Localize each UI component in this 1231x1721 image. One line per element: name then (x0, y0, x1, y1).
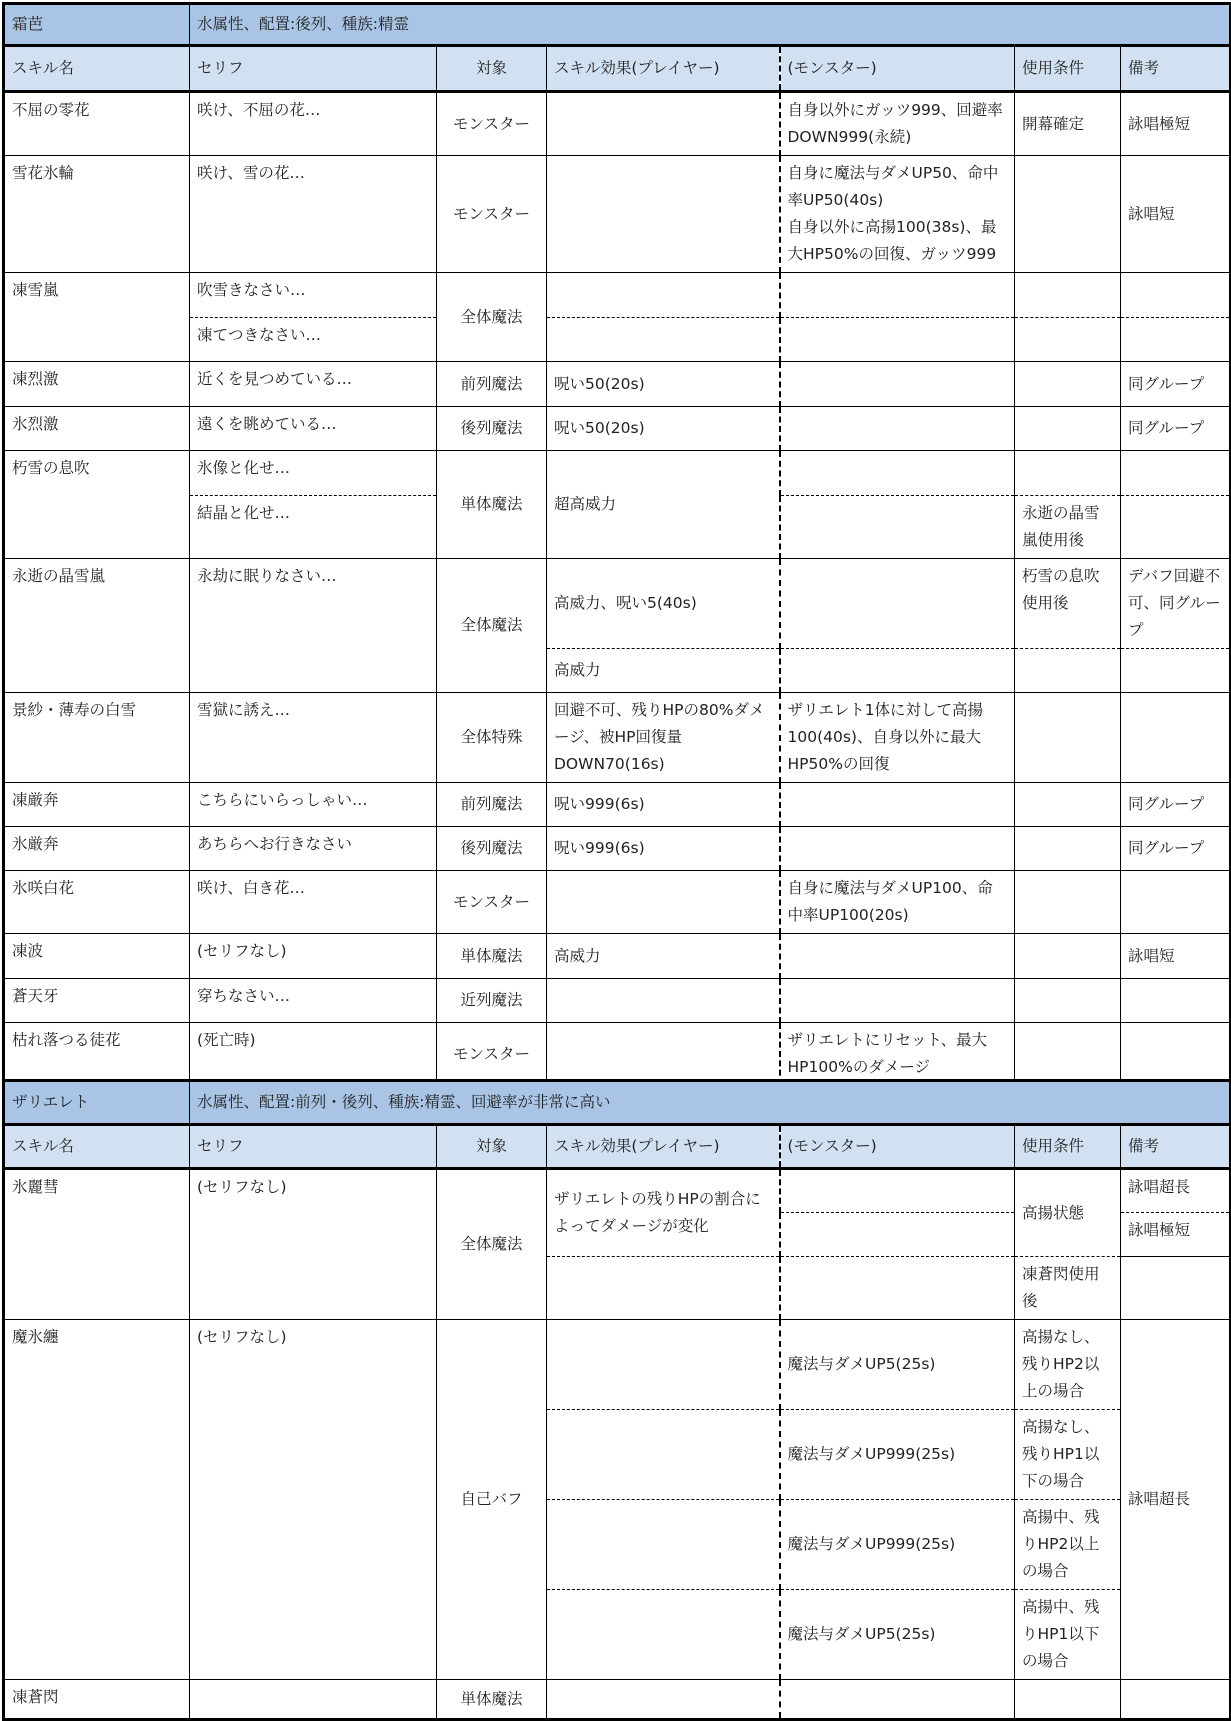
skill-target: 後列魔法 (437, 407, 547, 451)
monster-title-row (4, 4, 1231, 46)
effect-player (547, 1590, 780, 1680)
note: 詠唱超長 (1121, 1169, 1231, 1213)
skill-line: (セリフなし) (190, 1320, 437, 1680)
skill-name: 魔氷纏 (4, 1320, 190, 1680)
effect-monster (780, 649, 1015, 693)
use-condition (1015, 783, 1121, 827)
header-line: セリフ (190, 1125, 437, 1169)
effect-player: 呪い50(20s) (547, 407, 780, 451)
effect-monster (780, 1257, 1015, 1320)
effect-monster (780, 827, 1015, 871)
effect-monster (780, 496, 1015, 559)
use-condition (1015, 1680, 1121, 1720)
skill-line: 咲け、雪の花… (190, 156, 437, 273)
effect-monster: 魔法与ダメUP5(25s) (780, 1590, 1015, 1680)
effect-player (547, 1410, 780, 1500)
header-line: セリフ (190, 46, 437, 92)
effect-monster: 魔法与ダメUP999(25s) (780, 1500, 1015, 1590)
effect-player (547, 871, 780, 934)
header-effect-player: スキル効果(プレイヤー) (547, 46, 780, 92)
note: 詠唱超長 (1121, 1320, 1231, 1680)
header-condition: 使用条件 (1015, 46, 1121, 92)
effect-player (547, 1257, 780, 1320)
skill-target: モンスター (437, 156, 547, 273)
note (1121, 1680, 1231, 1720)
skill-line: 吹雪きなさい… (190, 273, 437, 318)
effect-player: 呪い50(20s) (547, 362, 780, 407)
skill-name: 雪花氷輪 (4, 156, 190, 273)
table-row (4, 362, 1231, 407)
use-condition: 高揚状態 (1015, 1169, 1121, 1257)
use-condition: 開幕確定 (1015, 92, 1121, 156)
table-row (4, 451, 1231, 496)
header-target: 対象 (437, 1125, 547, 1169)
skill-target: 全体特殊 (437, 693, 547, 783)
use-condition: 凍蒼閃使用後 (1015, 1257, 1121, 1320)
table-row (4, 92, 1231, 156)
effect-player: 回避不可、残りHPの80%ダメージ、被HP回復量DOWN70(16s) (547, 693, 780, 783)
header-effect-monster: (モンスター) (780, 1125, 1015, 1169)
effect-monster (780, 156, 1015, 273)
skill-line: 穿ちなさい… (190, 979, 437, 1023)
column-header-row (4, 1125, 1231, 1169)
use-condition (1015, 451, 1121, 496)
table-row (4, 1680, 1231, 1720)
effect-player (547, 318, 780, 362)
use-condition: 永逝の晶雪嵐使用後 (1015, 496, 1121, 559)
header-note: 備考 (1121, 1125, 1231, 1169)
note (1121, 871, 1231, 934)
monster-description: 水属性、配置:後列、種族:精霊 (190, 4, 1231, 46)
skill-target: 前列魔法 (437, 783, 547, 827)
skill-target: モンスター (437, 871, 547, 934)
effect-player: 呪い999(6s) (547, 783, 780, 827)
note: デバフ回避不可、同グループ (1121, 559, 1231, 649)
use-condition (1015, 407, 1121, 451)
effect-player: 高威力、呪い5(40s) (547, 559, 780, 649)
skill-line: 咲け、白き花… (190, 871, 437, 934)
use-condition (1015, 156, 1121, 273)
effect-monster (780, 1680, 1015, 1720)
note: 同グループ (1121, 362, 1231, 407)
note: 同グループ (1121, 407, 1231, 451)
table-row (4, 407, 1231, 451)
skill-target: 近列魔法 (437, 979, 547, 1023)
monster-name: 霜芭 (4, 4, 190, 46)
effect-player (547, 1320, 780, 1410)
skill-target: モンスター (437, 1023, 547, 1087)
skill-name: 朽雪の息吹 (4, 451, 190, 559)
note: 同グループ (1121, 783, 1231, 827)
effect-monster (780, 451, 1015, 496)
effect-player: 高威力 (547, 934, 780, 979)
effect-monster (780, 979, 1015, 1023)
skill-name: 景紗・薄寿の白雪 (4, 693, 190, 783)
effect-player (547, 1680, 780, 1720)
note (1121, 496, 1231, 559)
skill-line: 近くを見つめている… (190, 362, 437, 407)
note: 詠唱短 (1121, 156, 1231, 273)
skill-target: 後列魔法 (437, 827, 547, 871)
skill-line: 遠くを眺めている… (190, 407, 437, 451)
monster-description: 水属性、配置:前列・後列、種族:精霊、回避率が非常に高い (190, 1081, 1231, 1125)
use-condition (1015, 871, 1121, 934)
skill-name: 氷烈激 (4, 407, 190, 451)
effect-player (547, 92, 780, 156)
effect-monster (780, 273, 1015, 318)
use-condition (1015, 362, 1121, 407)
note: 詠唱極短 (1121, 1213, 1231, 1257)
use-condition (1015, 273, 1121, 318)
note: 同グループ (1121, 827, 1231, 871)
note (1121, 1257, 1231, 1320)
use-condition (1015, 1023, 1121, 1087)
effect-monster-others: 自身以外に高揚100(38s)、最大HP50%の回復、ガッツ999 (787, 218, 997, 263)
use-condition (1015, 979, 1121, 1023)
note (1121, 649, 1231, 693)
skill-name: 氷咲白花 (4, 871, 190, 934)
skill-target: 単体魔法 (437, 1680, 547, 1720)
effect-monster: 魔法与ダメUP999(25s) (780, 1410, 1015, 1500)
skill-line: 咲け、不屈の花… (190, 92, 437, 156)
note: 詠唱短 (1121, 934, 1231, 979)
note (1121, 693, 1231, 783)
header-note: 備考 (1121, 46, 1231, 92)
use-condition: 高揚なし、残りHP2以上の場合 (1015, 1320, 1121, 1410)
skill-name: 凍蒼閃 (4, 1680, 190, 1720)
table-row (4, 979, 1231, 1023)
skill-line: 氷像と化せ… (190, 451, 437, 496)
table-row (4, 827, 1231, 871)
effect-monster (780, 1213, 1015, 1257)
skill-line: あちらへお行きなさい (190, 827, 437, 871)
effect-player: 高威力 (547, 649, 780, 693)
skill-name: 凍波 (4, 934, 190, 979)
effect-player (547, 156, 780, 273)
effect-monster: ザリエレトにリセット、最大HP100%のダメージ (780, 1023, 1015, 1087)
skill-name: 凍烈激 (4, 362, 190, 407)
effect-player (547, 273, 780, 318)
header-effect-player: スキル効果(プレイヤー) (547, 1125, 780, 1169)
table-row (4, 156, 1231, 273)
effect-monster (780, 362, 1015, 407)
skill-name: 永逝の晶雪嵐 (4, 559, 190, 693)
table-row (4, 693, 1231, 783)
skill-line (190, 1680, 437, 1720)
table-row (4, 1169, 1231, 1213)
effect-player: ザリエレトの残りHPの割合によってダメージが変化 (547, 1169, 780, 1257)
skill-name: 蒼天牙 (4, 979, 190, 1023)
table-row (4, 1320, 1231, 1410)
skill-line: 雪獄に誘え… (190, 693, 437, 783)
note (1121, 979, 1231, 1023)
table-row (4, 783, 1231, 827)
skill-table-frost (2, 2, 1231, 1088)
use-condition: 朽雪の息吹使用後 (1015, 559, 1121, 649)
skill-name: 氷麗彗 (4, 1169, 190, 1320)
header-effect-monster: (モンスター) (780, 46, 1015, 92)
effect-monster-self: 自身に魔法与ダメUP50、命中率UP50(40s) (787, 164, 999, 209)
skill-table-zarierreto (2, 1079, 1231, 1721)
effect-player (547, 1500, 780, 1590)
note: 詠唱極短 (1121, 92, 1231, 156)
skill-target: 全体魔法 (437, 273, 547, 362)
note (1121, 273, 1231, 318)
skill-name: 枯れ落つる徒花 (4, 1023, 190, 1087)
skill-target: モンスター (437, 92, 547, 156)
skill-target: 自己バフ (437, 1320, 547, 1680)
use-condition (1015, 693, 1121, 783)
effect-monster (780, 407, 1015, 451)
effect-monster (780, 1169, 1015, 1213)
skill-name: 不屈の零花 (4, 92, 190, 156)
note (1121, 451, 1231, 496)
monster-name: ザリエレト (4, 1081, 190, 1125)
skill-name: 凍厳奔 (4, 783, 190, 827)
skill-line: (死亡時) (190, 1023, 437, 1087)
skill-line: 結晶と化せ… (190, 496, 437, 559)
skill-target: 単体魔法 (437, 934, 547, 979)
header-skill: スキル名 (4, 1125, 190, 1169)
effect-monster: 自身以外にガッツ999、回避率DOWN999(永続) (780, 92, 1015, 156)
skill-line: 凍てつきなさい… (190, 318, 437, 362)
note (1121, 1023, 1231, 1087)
skill-target: 前列魔法 (437, 362, 547, 407)
effect-monster (780, 559, 1015, 649)
use-condition (1015, 827, 1121, 871)
use-condition (1015, 318, 1121, 362)
header-skill: スキル名 (4, 46, 190, 92)
skill-line: 永劫に眠りなさい… (190, 559, 437, 693)
skill-target: 単体魔法 (437, 451, 547, 559)
use-condition: 高揚なし、残りHP1以下の場合 (1015, 1410, 1121, 1500)
effect-player: 呪い999(6s) (547, 827, 780, 871)
skill-line: (セリフなし) (190, 1169, 437, 1320)
header-condition: 使用条件 (1015, 1125, 1121, 1169)
effect-player (547, 1023, 780, 1087)
header-target: 対象 (437, 46, 547, 92)
use-condition: 高揚中、残りHP2以上の場合 (1015, 1500, 1121, 1590)
table-row (4, 871, 1231, 934)
table-row (4, 559, 1231, 649)
table-row (4, 1023, 1231, 1087)
use-condition (1015, 934, 1121, 979)
skill-name: 氷厳奔 (4, 827, 190, 871)
column-header-row (4, 46, 1231, 92)
table-row (4, 934, 1231, 979)
effect-monster (780, 934, 1015, 979)
effect-player: 超高威力 (547, 451, 780, 559)
use-condition: 高揚中、残りHP1以下の場合 (1015, 1590, 1121, 1680)
skill-target: 全体魔法 (437, 1169, 547, 1320)
effect-monster: 魔法与ダメUP5(25s) (780, 1320, 1015, 1410)
skill-target: 全体魔法 (437, 559, 547, 693)
skill-line: こちらにいらっしゃい… (190, 783, 437, 827)
effect-monster: 自身に魔法与ダメUP100、命中率UP100(20s) (780, 871, 1015, 934)
effect-monster (780, 318, 1015, 362)
skill-name: 凍雪嵐 (4, 273, 190, 362)
monster-title-row (4, 1081, 1231, 1125)
effect-monster (780, 783, 1015, 827)
effect-monster: ザリエレト1体に対して高揚100(40s)、自身以外に最大HP50%の回復 (780, 693, 1015, 783)
table-row (4, 273, 1231, 318)
skill-line: (セリフなし) (190, 934, 437, 979)
use-condition (1015, 649, 1121, 693)
effect-player (547, 979, 780, 1023)
note (1121, 318, 1231, 362)
